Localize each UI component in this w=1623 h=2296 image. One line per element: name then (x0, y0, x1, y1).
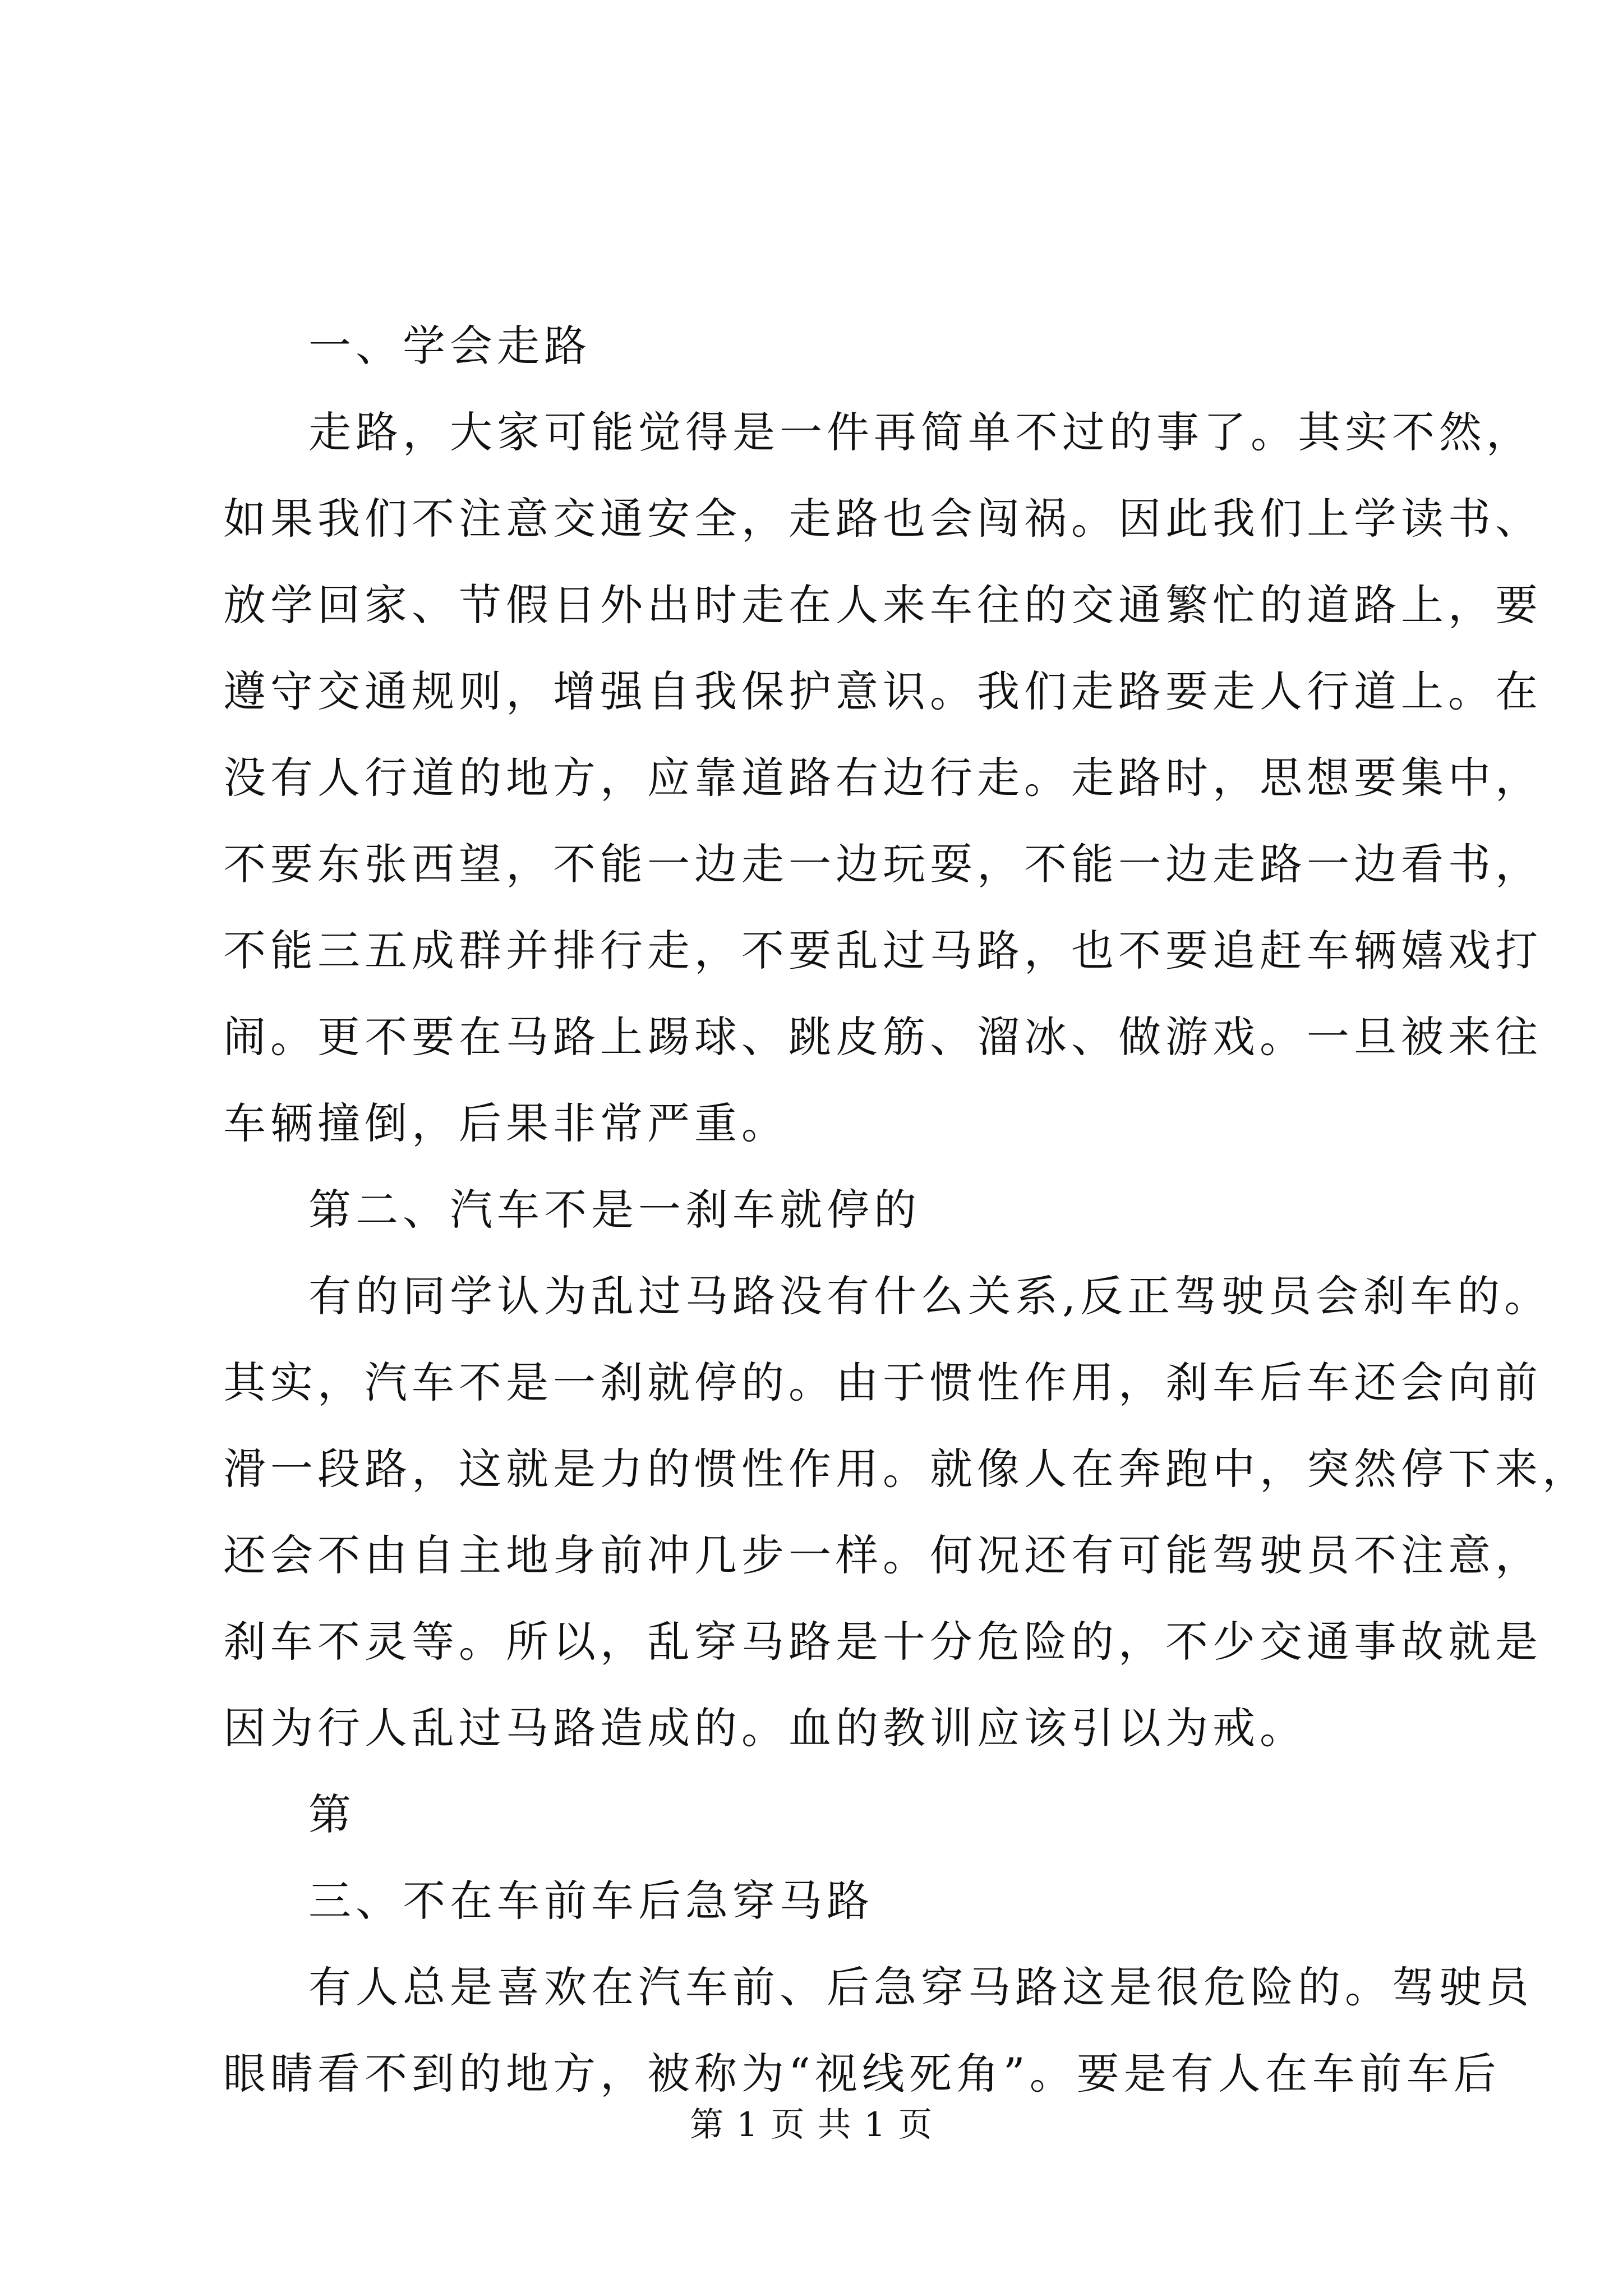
paragraph-line: 滑一段路，这就是力的惯性作用。就像人在奔跑中，突然停下来， (223, 1444, 1589, 1494)
paragraph-line: 刹车不灵等。所以，乱穿马路是十分危险的，不少交通事故就是 (223, 1617, 1542, 1667)
paragraph-line: 车辆撞倒，后果非常严重。 (223, 1098, 789, 1148)
page-footer: 第 1 页 共 1 页 (690, 2105, 933, 2145)
section-heading-3: 三、不在车前车后急穿马路 (308, 1876, 874, 1926)
section-fragment: 第 (308, 1789, 356, 1839)
paragraph-line: 不要东张西望，不能一边走一边玩耍，不能一边走路一边看书， (223, 839, 1542, 889)
document-body (223, 303, 1589, 2117)
paragraph-line: 放学回家、节假日外出时走在人来车往的交通繁忙的道路上，要 (223, 580, 1542, 630)
paragraph-line: 走路，大家可能觉得是一件再简单不过的事了。其实不然， (308, 407, 1533, 457)
paragraph-line: 有的同学认为乱过马路没有什么关系,反正驾驶员会刹车的。 (308, 1271, 1552, 1321)
paragraph-line: 有人总是喜欢在汽车前、后急穿马路这是很危险的。驾驶员 (308, 1962, 1533, 2012)
paragraph-line: 不能三五成群并排行走，不要乱过马路，也不要追赶车辆嬉戏打 (223, 926, 1542, 976)
paragraph-3 (223, 1944, 1533, 2117)
paragraph-line: 眼睛看不到的地方，被称为“视线死角”。要是有人在车前车后 (223, 2049, 1501, 2099)
paragraph-line: 其实，汽车不是一刹就停的。由于惯性作用，刹车后车还会向前 (223, 1358, 1542, 1407)
section-heading-2: 第二、汽车不是一刹车就停的 (308, 1185, 921, 1235)
paragraph-line: 闹。更不要在马路上踢球、跳皮筋、溜冰、做游戏。一旦被来往 (223, 1012, 1542, 1062)
paragraph-line: 如果我们不注意交通安全，走路也会闯祸。因此我们上学读书、 (223, 494, 1542, 544)
paragraph-1 (223, 389, 1542, 1167)
paragraph-line: 因为行人乱过马路造成的。血的教训应该引以为戒。 (223, 1703, 1307, 1753)
paragraph-line: 遵守交通规则，增强自我保护意识。我们走路要走人行道上。在 (223, 666, 1542, 716)
paragraph-2 (223, 1253, 1589, 1772)
section-heading-1: 一、学会走路 (308, 321, 591, 371)
paragraph-line: 还会不由自主地身前冲几步一样。何况还有可能驾驶员不注意， (223, 1530, 1542, 1580)
paragraph-line: 没有人行道的地方，应靠道路右边行走。走路时，思想要集中， (223, 753, 1542, 803)
